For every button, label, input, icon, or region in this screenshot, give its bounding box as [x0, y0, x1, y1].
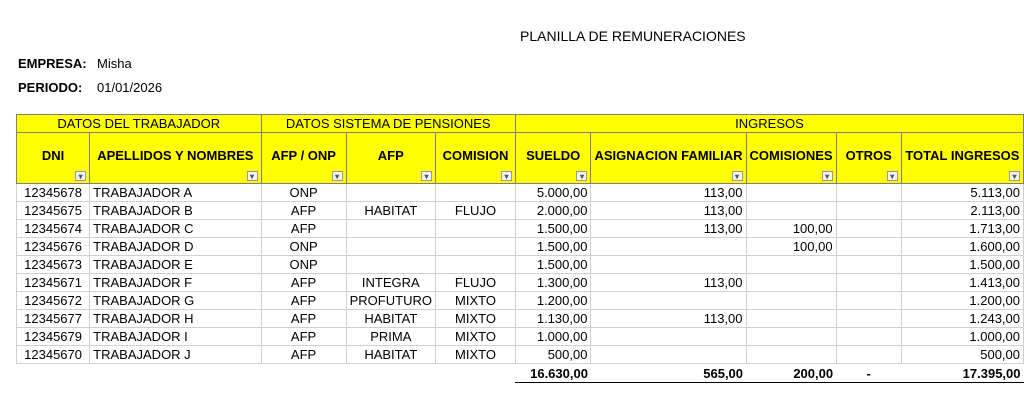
page-title: PLANILLA DE REMUNERACIONES [520, 28, 746, 44]
filter-dropdown-icon[interactable]: ▾ [421, 171, 432, 181]
cell-afp-onp[interactable]: AFP [261, 346, 346, 364]
cell-comision[interactable]: FLUJO [435, 202, 515, 220]
empresa-value[interactable]: Misha [97, 56, 132, 71]
col-header-asignacion-familiar [591, 133, 746, 184]
col-label-sueldo: SUELDO [526, 147, 581, 163]
cell-total-ingresos[interactable]: 2.113,00 [901, 202, 1023, 220]
payroll-table [16, 114, 1024, 383]
col-label-comisiones: COMISIONES [749, 147, 833, 163]
cell-total-ingresos[interactable]: 1.413,00 [901, 274, 1023, 292]
cell-comisiones[interactable] [746, 274, 836, 292]
cell-sueldo[interactable]: 1.300,00 [515, 274, 590, 292]
col-header-total-ingresos [901, 133, 1023, 184]
table-row [17, 256, 1024, 274]
filter-dropdown-icon[interactable]: ▾ [1009, 171, 1020, 181]
cell-dni[interactable]: 12345676 [17, 238, 90, 256]
cell-sueldo[interactable]: 500,00 [515, 346, 590, 364]
col-label-afp-onp: AFP / ONP [271, 147, 336, 163]
cell-comision[interactable]: MIXTO [435, 346, 515, 364]
col-header-apellidos-nombres [90, 133, 261, 184]
col-label-afp: AFP [377, 147, 404, 163]
periodo-value[interactable]: 01/01/2026 [97, 80, 163, 95]
cell-total-ingresos[interactable]: 1.200,00 [901, 292, 1023, 310]
col-label-otros: OTROS [845, 147, 892, 163]
cell-dni[interactable]: 12345678 [17, 184, 90, 202]
cell-sueldo[interactable]: 5.000,00 [515, 184, 590, 202]
cell-otros[interactable] [836, 274, 901, 292]
cell-dni[interactable]: 12345670 [17, 346, 90, 364]
cell-comisiones[interactable] [746, 256, 836, 274]
cell-asignacion[interactable] [591, 346, 746, 364]
cell-nombre[interactable]: TRABAJADOR B [90, 202, 261, 220]
cell-comision[interactable]: MIXTO [435, 310, 515, 328]
cell-comisiones[interactable] [746, 202, 836, 220]
cell-otros[interactable] [836, 256, 901, 274]
cell-otros[interactable] [836, 310, 901, 328]
total-sueldo[interactable]: 16.630,00 [515, 364, 590, 383]
cell-sueldo[interactable]: 1.500,00 [515, 256, 590, 274]
filter-dropdown-icon[interactable]: ▾ [247, 171, 258, 181]
cell-sueldo[interactable]: 1.000,00 [515, 328, 590, 346]
cell-comision[interactable]: MIXTO [435, 328, 515, 346]
group-ingresos: INGRESOS [515, 115, 1023, 133]
table-row [17, 310, 1024, 328]
col-label-asignacion-familiar: ASIGNACION FAMILIAR [594, 147, 743, 163]
cell-otros[interactable] [836, 292, 901, 310]
cell-total-ingresos[interactable]: 5.113,00 [901, 184, 1023, 202]
col-header-afp-onp [261, 133, 346, 184]
cell-afp-onp[interactable]: AFP [261, 310, 346, 328]
totals-row [17, 364, 1024, 383]
table-row [17, 346, 1024, 364]
cell-asignacion[interactable] [591, 256, 746, 274]
filter-dropdown-icon[interactable]: ▾ [732, 171, 743, 181]
cell-asignacion[interactable]: 113,00 [591, 202, 746, 220]
cell-afp-onp[interactable]: AFP [261, 220, 346, 238]
cell-dni[interactable]: 12345677 [17, 310, 90, 328]
filter-dropdown-icon[interactable]: ▾ [887, 171, 898, 181]
cell-afp-onp[interactable]: ONP [261, 256, 346, 274]
cell-total-ingresos[interactable]: 1.000,00 [901, 328, 1023, 346]
group-sistema-pensiones: DATOS SISTEMA DE PENSIONES [261, 115, 515, 133]
cell-sueldo[interactable]: 2.000,00 [515, 202, 590, 220]
total-otros[interactable]: - [836, 364, 901, 383]
cell-otros[interactable] [836, 202, 901, 220]
cell-total-ingresos[interactable]: 1.713,00 [901, 220, 1023, 238]
cell-comision[interactable]: MIXTO [435, 292, 515, 310]
cell-afp[interactable]: INTEGRA [346, 274, 435, 292]
cell-comision[interactable] [435, 220, 515, 238]
cell-nombre[interactable]: TRABAJADOR I [90, 328, 261, 346]
totals-spacer [17, 364, 516, 383]
cell-nombre[interactable]: TRABAJADOR F [90, 274, 261, 292]
group-datos-trabajador: DATOS DEL TRABAJADOR [17, 115, 262, 133]
cell-afp-onp[interactable]: ONP [261, 184, 346, 202]
cell-afp-onp[interactable]: ONP [261, 238, 346, 256]
cell-nombre[interactable]: TRABAJADOR A [90, 184, 261, 202]
table-row [17, 184, 1024, 202]
cell-total-ingresos[interactable]: 1.500,00 [901, 256, 1023, 274]
cell-comisiones[interactable] [746, 328, 836, 346]
col-label-total-ingresos: TOTAL INGRESOS [905, 147, 1020, 163]
cell-afp-onp[interactable]: AFP [261, 328, 346, 346]
cell-dni[interactable]: 12345673 [17, 256, 90, 274]
cell-comision[interactable] [435, 184, 515, 202]
cell-comisiones[interactable]: 100,00 [746, 220, 836, 238]
total-asignacion[interactable]: 565,00 [591, 364, 746, 383]
col-header-comisiones [746, 133, 836, 184]
empresa-label: EMPRESA: [18, 56, 87, 71]
table-row [17, 274, 1024, 292]
col-label-apellidos-nombres: APELLIDOS Y NOMBRES [97, 147, 254, 163]
cell-afp[interactable]: PRIMA [346, 328, 435, 346]
cell-sueldo[interactable]: 1.500,00 [515, 220, 590, 238]
cell-comisiones[interactable] [746, 292, 836, 310]
cell-comision[interactable] [435, 256, 515, 274]
cell-afp[interactable]: HABITAT [346, 346, 435, 364]
cell-afp[interactable]: HABITAT [346, 310, 435, 328]
cell-total-ingresos[interactable]: 500,00 [901, 346, 1023, 364]
cell-afp[interactable]: PROFUTURO [346, 292, 435, 310]
cell-afp-onp[interactable]: AFP [261, 202, 346, 220]
cell-afp-onp[interactable]: AFP [261, 292, 346, 310]
col-header-comision [435, 133, 515, 184]
cell-otros[interactable] [836, 328, 901, 346]
table-body [17, 184, 1024, 364]
table-row [17, 202, 1024, 220]
cell-comisiones[interactable] [746, 310, 836, 328]
cell-afp[interactable] [346, 238, 435, 256]
cell-asignacion[interactable] [591, 292, 746, 310]
cell-nombre[interactable]: TRABAJADOR C [90, 220, 261, 238]
cell-comision[interactable] [435, 238, 515, 256]
cell-afp[interactable]: HABITAT [346, 202, 435, 220]
cell-dni[interactable]: 12345672 [17, 292, 90, 310]
cell-asignacion[interactable]: 113,00 [591, 310, 746, 328]
cell-otros[interactable] [836, 184, 901, 202]
col-label-dni: DNI [41, 147, 65, 163]
table-row [17, 328, 1024, 346]
filter-dropdown-icon[interactable]: ▾ [75, 171, 86, 181]
table-row [17, 238, 1024, 256]
cell-comisiones[interactable] [746, 346, 836, 364]
table-row [17, 220, 1024, 238]
cell-otros[interactable] [836, 346, 901, 364]
cell-nombre[interactable]: TRABAJADOR E [90, 256, 261, 274]
cell-dni[interactable]: 12345679 [17, 328, 90, 346]
cell-dni[interactable]: 12345674 [17, 220, 90, 238]
cell-sueldo[interactable]: 1.500,00 [515, 238, 590, 256]
cell-otros[interactable] [836, 238, 901, 256]
cell-otros[interactable] [836, 220, 901, 238]
cell-sueldo[interactable]: 1.130,00 [515, 310, 590, 328]
cell-dni[interactable]: 12345671 [17, 274, 90, 292]
filter-dropdown-icon[interactable]: ▾ [576, 171, 587, 181]
cell-sueldo[interactable]: 1.200,00 [515, 292, 590, 310]
periodo-label: PERIODO: [18, 80, 83, 95]
filter-dropdown-icon[interactable]: ▾ [332, 171, 343, 181]
filter-dropdown-icon[interactable]: ▾ [501, 171, 512, 181]
cell-nombre[interactable]: TRABAJADOR J [90, 346, 261, 364]
cell-asignacion[interactable]: 113,00 [591, 220, 746, 238]
cell-total-ingresos[interactable]: 1.243,00 [901, 310, 1023, 328]
cell-asignacion[interactable]: 113,00 [591, 184, 746, 202]
cell-asignacion[interactable] [591, 238, 746, 256]
cell-total-ingresos[interactable]: 1.600,00 [901, 238, 1023, 256]
filter-dropdown-icon[interactable]: ▾ [822, 171, 833, 181]
cell-nombre[interactable]: TRABAJADOR H [90, 310, 261, 328]
cell-nombre[interactable]: TRABAJADOR G [90, 292, 261, 310]
cell-asignacion[interactable] [591, 328, 746, 346]
col-header-otros [836, 133, 901, 184]
table-row [17, 292, 1024, 310]
cell-afp[interactable] [346, 256, 435, 274]
cell-nombre[interactable]: TRABAJADOR D [90, 238, 261, 256]
col-header-sueldo [515, 133, 590, 184]
cell-afp[interactable] [346, 184, 435, 202]
total-comisiones[interactable]: 200,00 [746, 364, 836, 383]
cell-comisiones[interactable]: 100,00 [746, 238, 836, 256]
cell-comisiones[interactable] [746, 184, 836, 202]
col-label-comision: COMISION [442, 147, 509, 163]
cell-asignacion[interactable]: 113,00 [591, 274, 746, 292]
cell-afp-onp[interactable]: AFP [261, 274, 346, 292]
cell-afp[interactable] [346, 220, 435, 238]
total-ingresos[interactable]: 17.395,00 [901, 364, 1023, 383]
cell-dni[interactable]: 12345675 [17, 202, 90, 220]
col-header-afp [346, 133, 435, 184]
col-header-dni [17, 133, 90, 184]
cell-comision[interactable]: FLUJO [435, 274, 515, 292]
